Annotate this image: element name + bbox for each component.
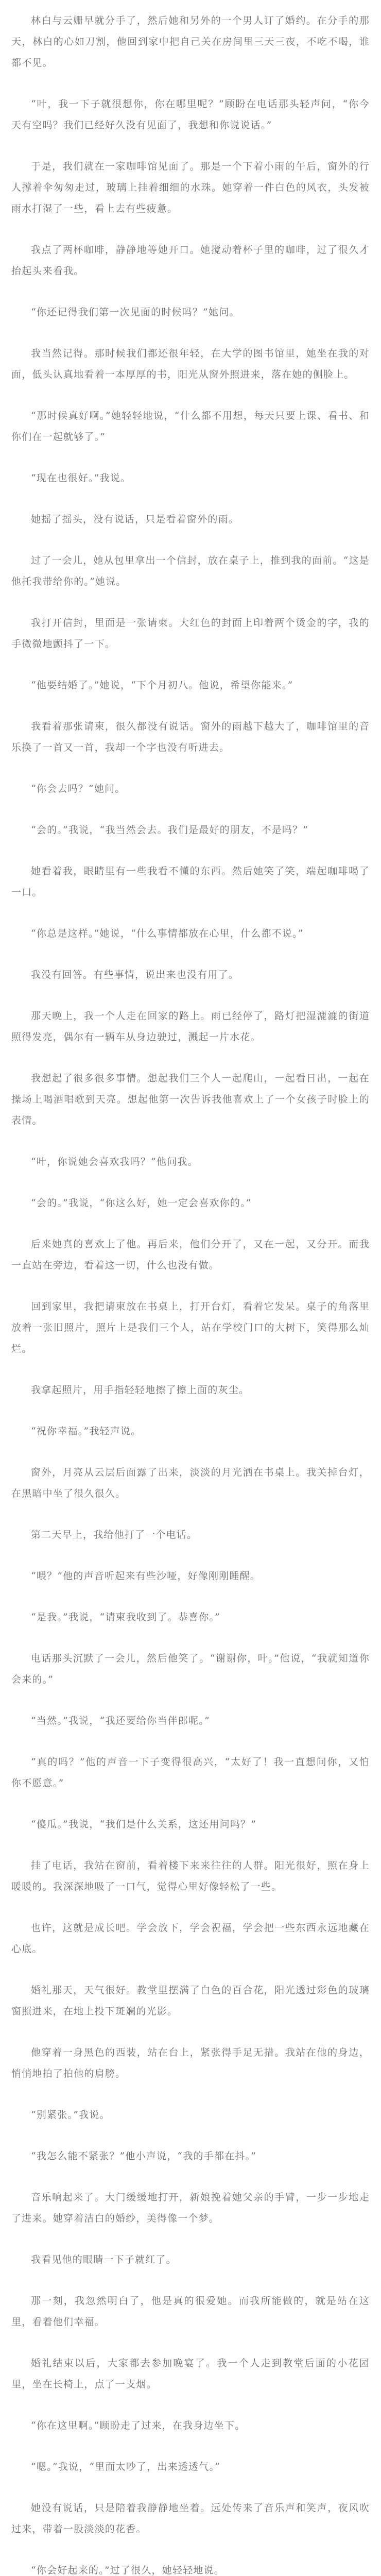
- paragraph: “你在这里啊。”顾盼走了过来，在我身边坐下。: [31, 2420, 246, 2431]
- paragraph: 过了一会儿，她从包里拿出一个信封，放在桌子上，推到我的面前。“这是他托我带给你的。”她说。: [11, 555, 370, 587]
- paragraph: “祝你幸福。”我轻声说。: [31, 1426, 142, 1437]
- paragraph: “叶，我一下子就很想你，你在哪里呢？”顾盼在电话那头轻声问，“你今天有空吗？我们已经好久没有见面了，我想和你说说话。”: [11, 98, 370, 131]
- paragraph: 我拿起照片，用手指轻轻地擦了擦上面的灰尘。: [31, 1384, 250, 1396]
- paragraph: “现在也很好。”我说。: [31, 472, 131, 484]
- paragraph: 林白与云姗早就分手了，然后她和另外的一个男人订了婚约。在分手的那天，林白的心如刀割，他回到家中把自己关在房间里三天三夜，不吃不喝，谁都不见。: [11, 15, 370, 69]
- paragraph: 我没有回答。有些事情，说出来也没有用了。: [31, 969, 239, 980]
- paragraph: 那一刻，我忽然明白了，他是真的很爱她。而我所能做的，就是站在这里，看着他们幸福。: [11, 2295, 370, 2328]
- paragraph: 他穿着一身黑色的西装，站在台上，紧张得手足无措。我站在他的身边，悄悄地拍了拍他的肩膀。: [11, 2047, 370, 2079]
- body-text: [11, 10, 370, 2576]
- paragraph: “会的。”我说，“我当然会去。我们是最好的朋友，不是吗？”: [31, 824, 309, 836]
- paragraph: 我当然记得。那时候我们都还很年轻，在大学的图书馆里，她坐在我的对面，低头认真地看着一本厚厚的书，阳光从窗外照进来，落在她的侧脸上。: [11, 348, 370, 380]
- paragraph: “你会好起来的。”过了很久，她轻轻地说。: [31, 2565, 224, 2576]
- paragraph: 我看着那张请柬，很久都没有说话。窗外的雨越下越大了，咖啡馆里的音乐换了一首又一首，我却一个字也没有听进去。: [11, 721, 370, 753]
- paragraph: 她没有说话，只是陪着我静静地坐着。远处传来了音乐声和笑声，夜风吹过来，带着一股淡淡的花香。: [11, 2502, 370, 2535]
- paragraph: 后来她真的喜欢上了他。再后来，他们分开了，又在一起，又分开。而我一直站在旁边，看着这一切，什么也没有做。: [11, 1239, 370, 1271]
- paragraph: 音乐响起来了。大门缓缓地打开，新娘挽着她父亲的手臂，一步一步地走了进来。她穿着洁白的婚纱，美得像一个梦。: [11, 2192, 370, 2224]
- paragraph: “是我。”我说，“请柬我收到了。恭喜你。”: [31, 1612, 221, 1623]
- paragraph: 于是，我们就在一家咖啡馆见面了。那是一个下着小雨的午后，窗外的行人撑着伞匆匆走过，玻璃上挂着细细的水珠。她穿着一件白色的风衣，头发被雨水打湿了一些，看上去有些疲惫。: [11, 161, 370, 214]
- paragraph: “真的吗？”他的声音一下子变得很高兴，“太好了！我一直想问你，又怕你不愿意。”: [11, 1756, 370, 1789]
- paragraph: “你还记得我们第一次见面的时候吗？”她问。: [31, 307, 240, 318]
- paragraph: 电话那头沉默了一会儿，然后他笑了。“谢谢你，叶。”他说，“我就知道你会来的。”: [11, 1653, 370, 1685]
- paragraph: 第二天早上，我给他打了一个电话。: [31, 1529, 198, 1540]
- paragraph: “你会去吗？”她问。: [31, 783, 126, 794]
- paragraph: 我看见他的眼睛一下子就红了。: [31, 2254, 177, 2265]
- paragraph: 婚礼那天，天气很好。教堂里摆满了白色的百合花，阳光透过彩色的玻璃窗照进来，在地上投下斑斓的光影。: [11, 1985, 370, 2017]
- paragraph: “那时候真好啊。”她轻轻地说，“什么都不用想，每天只要上课、看书、和你们在一起就够了。”: [11, 410, 370, 443]
- paragraph: 窗外，月亮从云层后面露了出来，淡淡的月光洒在书桌上。我关掉台灯，在黑暗中坐了很久很久。: [11, 1467, 370, 1499]
- paragraph: “会的。”我说，“你这么好，她一定会喜欢你的。”: [31, 1197, 252, 1209]
- paragraph: 我打开信封，里面是一张请柬。大红色的封面上印着两个烫金的字，我的手微微地颤抖了一下。: [11, 617, 370, 650]
- paragraph: 婚礼结束以后，大家都去参加晚宴了。我一个人走到教堂后面的小花园里，坐在长椅上，点了一支烟。: [11, 2358, 370, 2390]
- paragraph: 回到家里，我把请柬放在书桌上，打开台灯，看着它发呆。桌子的角落里放着一张旧照片，照片上是我们三个人，站在学校门口的大树下，笑得那么灿烂。: [11, 1301, 370, 1354]
- paragraph: 我点了两杯咖啡，静静地等她开口。她搅动着杯子里的咖啡，过了很久才抬起头来看我。: [11, 244, 370, 277]
- paragraph: “你总是这样。”她说，“什么事情都放在心里，什么都不说。”: [31, 928, 304, 939]
- paragraph: 挂了电话，我站在窗前，看着楼下来来往往的人群。阳光很好，照在身上暖暖的。我深深地吸了一口气，觉得心里好像轻松了一些。: [11, 1860, 370, 1892]
- paragraph: 我想起了很多很多事情。想起我们三个人一起爬山，一起看日出，一起在操场上喝酒唱歌到天亮。想起他第一次告诉我他喜欢上了一个女孩子时脸上的表情。: [11, 1073, 370, 1126]
- paragraph: 她看着我，眼睛里有一些我看不懂的东西。然后她笑了笑，端起咖啡喝了一口。: [11, 866, 370, 898]
- paragraph: 她摇了摇头，没有说话，只是看着窗外的雨。: [31, 514, 239, 525]
- paragraph: “喂？”他的声音听起来有些沙哑，好像刚刚睡醒。: [31, 1570, 261, 1582]
- paragraph: “傻瓜。”我说，“我们是什么关系，这还用问吗？”: [31, 1819, 257, 1830]
- paragraph: 那天晚上，我一个人走在回家的路上。雨已经停了，路灯把湿漉漉的街道照得发亮，偶尔有一辆车从身边驶过，溅起一片水花。: [11, 1010, 370, 1043]
- paragraph: 也许，这就是成长吧。学会放下，学会祝福，学会把一些东西永远地藏在心底。: [11, 1922, 370, 1955]
- paragraph: “当然。”我说，“我还要给你当伴郎呢。”: [31, 1715, 210, 1726]
- paragraph: “别紧张。”我说。: [31, 2109, 110, 2121]
- paragraph: “我怎么能不紧张？”他小声说，“我的手都在抖。”: [31, 2150, 257, 2162]
- paragraph: “叶，你说她会喜欢我吗？”他问我。: [31, 1156, 198, 1167]
- paragraph: “他要结婚了。”她说，“下个月初八。他说，希望你能来。”: [31, 680, 293, 691]
- paragraph: “嗯。”我说，“里面太吵了，出来透透气。”: [31, 2461, 221, 2472]
